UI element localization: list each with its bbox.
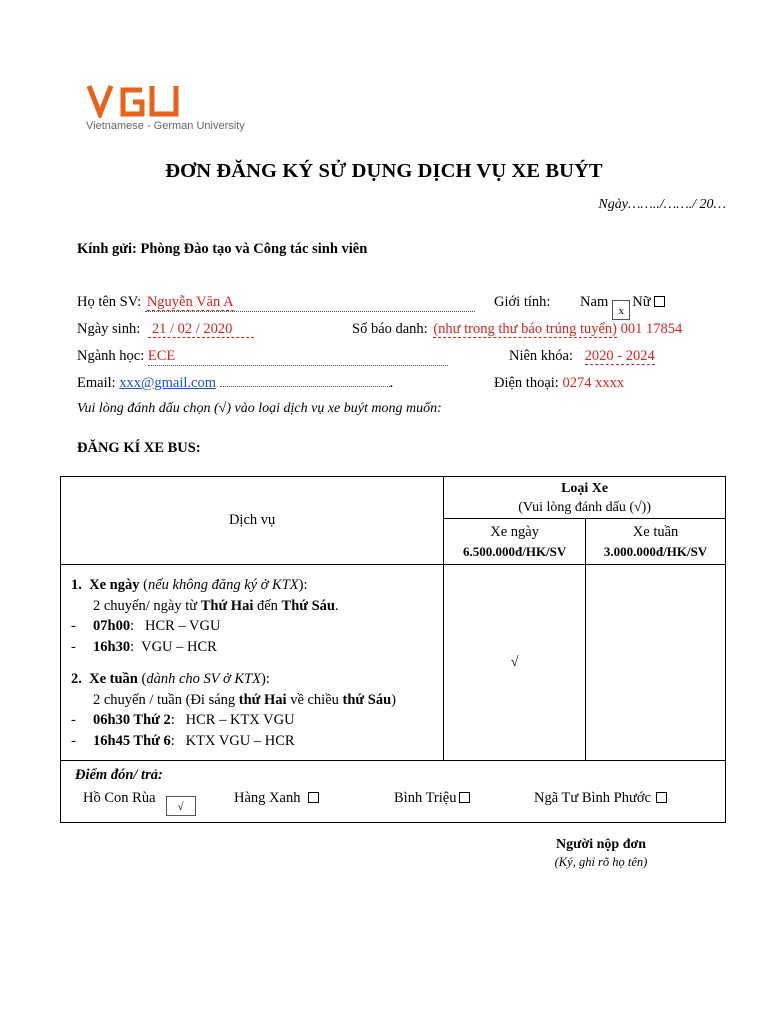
- male-checkbox[interactable]: x: [612, 300, 630, 320]
- service-2-trip-2: - 16h45 Thứ 6: KTX VGU – HCR: [71, 732, 295, 749]
- section-title: ĐĂNG KÍ XE BUS:: [77, 440, 201, 456]
- pickup-header: Điểm đón/ trả:: [75, 767, 163, 783]
- weekly-header: [586, 519, 726, 565]
- dob-row: [77, 321, 254, 338]
- pickup-cell: [61, 761, 726, 823]
- phone-value[interactable]: 0274 xxxx: [562, 375, 625, 391]
- pickup-checkbox-ho-con-rua[interactable]: √: [166, 796, 196, 816]
- female-checkbox[interactable]: [654, 296, 665, 307]
- weekly-check-cell[interactable]: [586, 565, 726, 761]
- service-details-row: [61, 565, 726, 761]
- pickup-option-ho-con-rua[interactable]: Hồ Con Rùa√: [83, 790, 198, 816]
- sbd-row: [352, 321, 682, 338]
- service-2-trip-1: - 06h30 Thứ 2: HCR – KTX VGU: [71, 712, 295, 728]
- service-2-desc: 2 chuyến / tuần (Đi sáng thứ Hai về chiều thứ Sáu): [93, 691, 396, 708]
- document-title: ĐƠN ĐĂNG KÝ SỬ DỤNG DỊCH VỤ XE BUÝT: [165, 160, 603, 182]
- bus-service-table: [60, 476, 726, 823]
- male-label: Nam: [580, 294, 609, 310]
- service-1-trip-1: - 07h00: HCR – VGU: [71, 618, 221, 634]
- signature-block: [546, 837, 656, 870]
- student-name-row: [77, 294, 475, 312]
- signature-note: (Ký, ghi rõ họ tên): [554, 855, 648, 869]
- gender-row: [494, 294, 665, 320]
- weekly-label: Xe tuần: [632, 523, 679, 540]
- pickup-options: [75, 790, 715, 812]
- email-filler: [220, 386, 390, 387]
- pickup-option-hang-xanh[interactable]: Hàng Xanh: [234, 790, 319, 807]
- phone-row: [494, 375, 624, 392]
- daily-check-cell[interactable]: √: [444, 565, 586, 761]
- signature-title: Người nộp đơn: [555, 837, 647, 852]
- name-field[interactable]: [145, 294, 475, 312]
- pickup-checkbox-nga-tu-binh-phuoc[interactable]: [656, 792, 667, 803]
- type-header: Loại Xe: [561, 480, 609, 496]
- instruction-text: Vui lòng đánh dấu chọn (√) vào loại dịch vụ xe buýt mong muốn:: [77, 401, 442, 416]
- service-1-title: 1. Xe ngày (nếu không đăng ký ở KTX):: [71, 577, 308, 593]
- sbd-note: (như trong thư báo trúng tuyển): [433, 321, 617, 337]
- vehicle-type-header: [444, 477, 726, 519]
- pickup-checkbox-hang-xanh[interactable]: [308, 792, 319, 803]
- dob-label: Ngày sinh:: [77, 321, 141, 337]
- service-details: [61, 565, 444, 761]
- email-row: [77, 375, 393, 392]
- pickup-option-nga-tu-binh-phuoc[interactable]: Ngã Tư Bình Phước: [534, 790, 667, 807]
- vgu-logo-mark: [86, 82, 181, 118]
- gender-label: Giới tính:: [494, 294, 551, 310]
- email-link[interactable]: xxx@gmail.com: [119, 375, 217, 391]
- pickup-option-binh-trieu[interactable]: Bình Triệu: [394, 790, 470, 807]
- cohort-label: Niên khóa:: [509, 348, 574, 364]
- cohort-value[interactable]: 2020 - 2024: [584, 348, 655, 364]
- female-label: Nữ: [632, 294, 651, 310]
- email-label: Email:: [77, 375, 116, 391]
- daily-price: 6.500.000đ/HK/SV: [462, 543, 567, 559]
- major-row: [77, 348, 448, 366]
- major-field[interactable]: [148, 348, 448, 366]
- phone-label: Điện thoại:: [494, 375, 559, 391]
- email-end: .: [389, 375, 394, 391]
- service-2-title: 2. Xe tuần (dành cho SV ở KTX):: [71, 671, 270, 687]
- service-1-desc: 2 chuyến/ ngày từ Thứ Hai đến Thứ Sáu.: [93, 597, 339, 614]
- sbd-number[interactable]: 001 17854: [620, 321, 683, 337]
- major-label: Ngành học:: [77, 348, 145, 364]
- vgu-logo: [86, 82, 256, 132]
- type-note: (Vui lòng đánh dấu (√)): [518, 499, 651, 515]
- major-value: ECE: [147, 348, 176, 364]
- pickup-checkbox-binh-trieu[interactable]: [459, 792, 470, 803]
- sbd-label: Số báo danh:: [352, 321, 428, 337]
- recipient-line: Kính gửi: Phòng Đào tạo và Công tác sinh viên: [77, 241, 368, 257]
- table-header-row: [61, 477, 726, 519]
- daily-header: [444, 519, 586, 565]
- service-1-trip-2: - 16h30: VGU – HCR: [71, 638, 217, 655]
- daily-label: Xe ngày: [490, 523, 539, 540]
- weekly-price: 3.000.000đ/HK/SV: [603, 543, 708, 559]
- name-label: Họ tên SV:: [77, 294, 142, 310]
- pickup-row: [61, 761, 726, 823]
- logo-subtitle: Vietnamese - German University: [86, 120, 245, 132]
- date-line: Ngày……../……./ 20…: [598, 197, 726, 212]
- service-header: Dịch vụ: [61, 477, 444, 565]
- dob-value[interactable]: 21 / 02 / 2020: [148, 321, 255, 338]
- name-value: Nguyễn Văn A: [146, 294, 234, 310]
- cohort-row: [509, 348, 655, 365]
